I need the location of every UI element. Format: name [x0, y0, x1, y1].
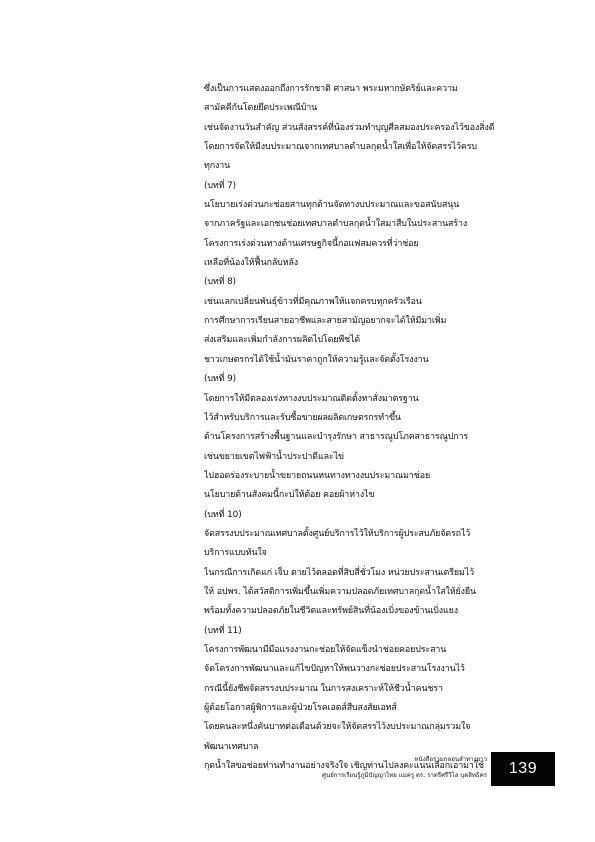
footer-book-title: หนังสือรวมกลอนลำทางยาว	[414, 756, 487, 763]
poem-line: จัดโครงการพัฒนาและแก้ไขปัญหาให้พนวางกะช่อยประสานโรงงานไว้	[204, 664, 465, 675]
poem-line: กรณีนี้ยังชีพจัดสรรงบประมาณ ในการสงเคราะห์ให้ชีวน้ำคนชรา	[204, 683, 443, 694]
poem-line: เช่นแลกเปลี่ยนพันธุ์ข้าวที่มีคุณภาพให้แจกครบทุกครัวเรือน	[204, 296, 422, 307]
poem-line: พัฒนาเทศบาล	[204, 741, 259, 752]
poem-line: ทุกงาน	[204, 161, 231, 172]
poem-line: จัดสรรงบประมาณเทศบาลตั้งศูนย์บริการไว้ให้บริการผู้ประสบภัยจัดรถไว้	[204, 528, 471, 539]
page-number-box	[491, 752, 555, 786]
poem-line: การศึกษาการเรียนสายอาชีพและสายสามัญอยากจะได้ให้มีมาเพิ่ม	[204, 316, 447, 327]
poem-line: (บทที่ 10)	[204, 509, 242, 520]
poem-line: (บทที่ 9)	[204, 374, 237, 385]
poem-line: ไนกรณีการเกิดแก่ เจ็บ ตายไว้ตลอดที่สิบสี่ชั่วโมง หน่วยประสานเตรียมไว้	[204, 567, 474, 578]
page-footer	[0, 752, 595, 788]
poem-line: นโยบายด้านสังคมนี้กะบ่ให้ต้อย คอยผ้าห่างไข	[204, 490, 375, 501]
poem-line: ส่งเสริมและเพิ่มกำลังการผลิตไปโดยพืชได้	[204, 335, 361, 346]
poem-line: ด้านโครงการสร้างพื้นฐานและบำรุงรักษา สาธารณูปโภคสาธารณูปการ	[204, 432, 469, 443]
poem-line: ชาวเกษตรกรได้ใช้น้ำมันราคาถูกให้ความรู้และจัดตั้งโรงงาน	[204, 354, 429, 365]
poem-line: โดยการให้มีตลองเร่งทางงบประมาณติดตั้งทาสั่งมาตรฐาน	[204, 393, 419, 404]
poem-line: ไว้สำหรับบริการและรับซื้อขายผลผลิตเกษตรกรทำขึ้น	[204, 412, 401, 423]
poem-line: ให้ อปพร. ได้สวัสดิการเพิ่มขึ้นเพิ่มความปลอดภัยเทศบาลกุดน้ำใสให้ยั่งยืน	[204, 586, 476, 597]
poem-line: เหลือที่น้องให้ฟื้นกลับหลัง	[204, 258, 299, 269]
footer-learning-center: ศูนย์การเรียนรู้ภูมิปัญญาไทย แม่ครู ดร. ราตรีศรีวิไล บุตสิทธิคร	[322, 772, 487, 779]
poem-line: ไปฮอดร่องระบายน้ำขยายถนนหนทางทางงบประมาณมาช่อย	[204, 470, 431, 481]
poem-line: บริการแบบทันใจ	[204, 548, 267, 559]
poem-line: นโยบายเร่งด่วนกะช่อยสานทุกด้านจัดทางบประมาณและขอสนับสนุน	[204, 200, 460, 211]
poem-line: กุดน้ำใสขอช่อยท่านทำงานอย่างจริงใจ เชิญท่านไปลงคะแนนเลือกเอามาใช้	[204, 761, 484, 772]
poem-line: พร้อมทั้งความปลอดภัยในชีวิตและทรัพย์สินที่น้องเบิ่งของข้านเบิ่งแยง	[204, 606, 458, 617]
poem-line: โดยคนละหนึ่งคันบาทต่อเดือนด้วยจะให้จัดสรรไว้งบประมาณกลุ่มรวมใจ	[204, 722, 471, 733]
poem-line: โดยการจัดให้มีงบประมาณจากเทศบาลตำบลกุดน้ำใสเพื่อให้จัดสรรไว้ครบ	[204, 142, 477, 153]
poem-line: (บทที่ 7)	[204, 180, 237, 191]
poem-line: ผู้ด้อยโอกาสผู้พิการและผู้ป่วยโรคเอดส์สืบสงสัยเอทส์	[204, 703, 397, 713]
poem-line: สามัคคีกันโดยยึดประเพณีบ้าน	[204, 103, 318, 114]
poem-text-block	[204, 80, 524, 776]
poem-line: (บทที่ 11)	[204, 625, 242, 636]
footer-text-block	[227, 752, 487, 784]
poem-line: โครงการเร่งด่วนทางด้านเศรษฐกิจนี้กอแฟสมควรที่ว่าช่อย	[204, 238, 419, 249]
page-number: 139	[508, 760, 538, 777]
poem-line: เช่นขยายเขตไฟฟ้าน้ำประปาดีและไข่	[204, 451, 344, 462]
poem-line: จากภาครัฐและเอกชนช่อยเทศบาลตำบลกุดน้ำใสมาสืบในประสานสร้าง	[204, 219, 468, 230]
poem-line: โครงการพัฒนามีมือแรงงานกะช่อยให้จัดแข็งนำช่อยคอยประสาน	[204, 644, 447, 655]
poem-line: เช่นจัดงานวันสำคัญ ส่วนสังสรรค์ที่น้องร่วมทำบุญศีลสมองประครองไว้ของสิ่งดี	[204, 122, 495, 133]
poem-line: (บทที่ 8)	[204, 277, 237, 288]
poem-line: ซึ่งเป็นการแสดงออกถึงการรักชาติ ศาสนา พระมหากษัตริย์และความ	[204, 84, 458, 94]
